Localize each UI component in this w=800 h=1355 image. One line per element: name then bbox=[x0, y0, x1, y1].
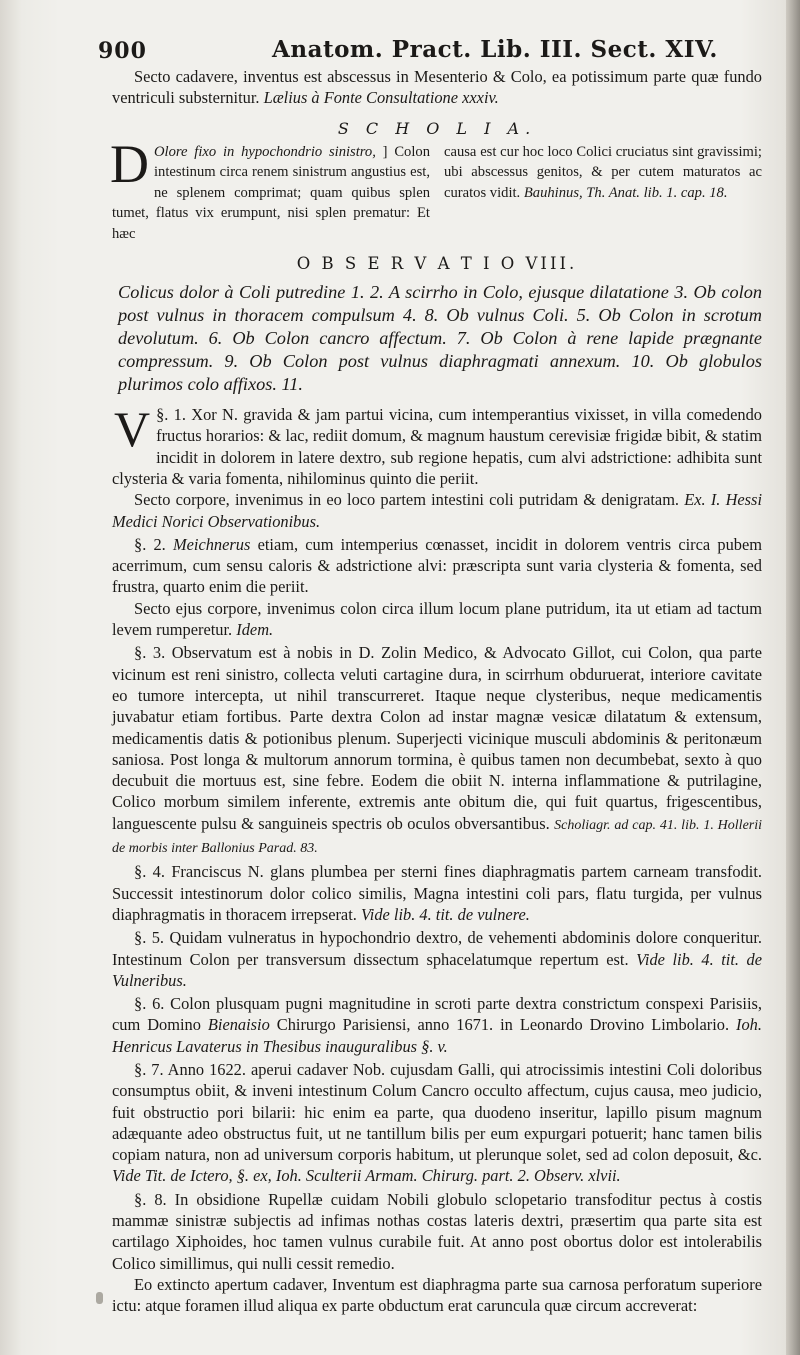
scholia-left-text: ] Colon intestinum circa renem sinistrum angustius est, ne splenem comprimat; quam quibus splen tumet, flatus vix erumpunt, nisi splen prematur: Et hæc bbox=[112, 143, 430, 242]
intro-paragraph bbox=[112, 66, 762, 109]
section-8b-text: Eo extincto apertum cadaver, Inventum est diaphragma parte sua carnosa perforatum superiore ictu: atque foramen illud aliqua ex parte obductum erat caruncula quæ circum accreverat: bbox=[112, 1274, 762, 1316]
section-4-text: §. 4. Franciscus N. glans plumbea per sterni fines diaphragmatis partem carneam transfodit. Successit intestinorum dolor colico similis, Magna intestini coli pars, flatu turgida, per vulnus diaphragmatis in thoracem irrepserat. bbox=[112, 862, 762, 924]
scholia-left-column bbox=[110, 133, 430, 245]
section-1-text: Xor N. gravida & jam partui vicina, cum intemperantius vixisset, in villa comedendo fructus horarios: & lac, rediit domum, & magnum haustum cerevisiæ frigidæ bibit, & statim incidit in dolorem in latere dextro, sub regione hepatis, cum alvi adstrictione: adhibita sunt clysteria & varia fomenta, nihilominus quinto die periit. bbox=[112, 405, 762, 488]
section-7-source: Vide Tit. de Ictero, §. ex, Ioh. Sculterii Armam. Chirurg. part. 2. Observ. xlvii. bbox=[112, 1166, 621, 1186]
intro-source: Lælius à Fonte Consultatione xxxiv. bbox=[263, 88, 499, 108]
section-3-text: §. 3. Observatum est à nobis in D. Zolin Medico, & Advocato Gillot, cui Colon, qua parte vicinum est reni sinistro, collecta veluti cartagine dura, in scirrhum obduruerat, interiore cavitate eo tumore intercepta, ut nihil transcurreret. Itaque neque clysteribus, neque medicamentis juvabatur etiam fortibus. Parte dextra Colon ad instar magnæ vesicæ dilatatum & extensum, medicamentis datis & potionibus plenum. Superjecti vicinique musculi abdominis & peritonæum saniosa. Post longa & multorum annorum tormina, è quibus tamen non decumbebat, sexto à quo decubuit die mortuus est, sine febre. Eodem die obiit N. interna inflammatione & putrilagine, Colico morbum similem inferente, extremis ante obitum die, qui fuit quartus, frigescentibus, languescente pulsu & sanguineis spectris ob oculos obversantibus. bbox=[112, 643, 762, 833]
intro-line2: fundo ventriculi substernitur. bbox=[112, 67, 762, 108]
scholia-drop-cap: D bbox=[110, 133, 149, 194]
section-1b-text: Secto corpore, invenimus in eo loco partem intestini coli putridam & denigratam. bbox=[134, 490, 680, 510]
section-6-name: Bienaisio bbox=[207, 1015, 270, 1035]
section-1-label: §. 1. bbox=[156, 405, 186, 425]
section-1b bbox=[112, 489, 762, 532]
section-5-source: Vide lib. 4. tit. de Vulneribus. bbox=[112, 949, 763, 990]
running-head: Anatom. Pract. Lib. III. Sect. XIV. bbox=[272, 36, 718, 63]
observation-title: O B S E R V A T I O VIII. bbox=[296, 254, 578, 274]
scholia-columns bbox=[110, 133, 762, 245]
section-2b-text: Secto ejus corpore, invenimus colon circa illum locum plane putridum, ita ut etiam ad tactum levem rumperetur. bbox=[112, 598, 762, 640]
section-6 bbox=[112, 993, 762, 1057]
section-2 bbox=[112, 534, 762, 598]
section-6-text: §. 6. Colon plusquam pugni magnitudine in scroti parte dextra constrictum conspexi Parisiis, cum Domino bbox=[112, 994, 762, 1035]
observation-summary: Colicus dolor à Coli putredine 1. 2. A scirrho in Colo, ejusque dilatatione 3. Ob colon post vulnus in thoracem compulsum 4. 8. Ob vulnus Coli. 5. Ob Colon in scrotum devolutum. 6. Ob Colon cancro affectum. 7. Ob Colon à rene lapide prægnante compressum. 9. Ob Colon post vulnus diaphragmati annexum. 10. Ob globulos plurimos colo affixos. 11. bbox=[118, 282, 762, 395]
ink-blot bbox=[96, 1292, 103, 1304]
scholia-source: Bauhinus, Th. Anat. lib. 1. cap. 18. bbox=[523, 184, 728, 201]
section-2-label: §. 2. bbox=[134, 534, 166, 554]
section-5-text: §. 5. Quidam vulneratus in hypochondrio dextro, de vehementi abdominis dolore conqueritur. Intestinum Colon per transversum dissectum sphacelatumque repertum est. bbox=[112, 928, 762, 969]
section-1b-source: Ex. I. Hessi Medici Norici Observationibus. bbox=[112, 490, 762, 531]
section-8b bbox=[112, 1274, 762, 1317]
section-2-name: Meichnerus bbox=[172, 534, 251, 554]
section-4 bbox=[112, 861, 762, 925]
section-2-text: etiam, cum intemperius cœnasset, incidit in dolorem ventris circa pubem acerrimum, cum sensu caloris & adstrictione alvi: præscripta sunt varia clysteria & fomenta, sed frustra, quarto enim die periit. bbox=[112, 534, 762, 597]
intro-line1: Secto cadavere, inventus est abscessus in Mesenterio & Colo, ea potissimum parte quæ bbox=[134, 67, 719, 86]
page-edge bbox=[786, 0, 800, 1355]
section-8-text: §. 8. In obsidione Rupellæ cuidam Nobili globulo sclopetario transfoditur pectus à costis mammæ sinistræ subjectis ad infimas nothas costas lateris dextri, præsertim qua parte sita est cartilago Xiphoides, hoc tamen vulnus curabile fuit. At anno post obortus dolor est intolerabilis Colico simillimus, qui nulli cessit remedio. bbox=[112, 1189, 762, 1273]
page-header bbox=[98, 28, 762, 66]
section-2b bbox=[112, 598, 762, 641]
section-7-text: §. 7. Anno 1622. aperui cadaver Nob. cujusdam Galli, qui atrocissimis intestini Coli doloribus consumptus obiit, & inveni intestinum Colum Cancro occulto affectum, cujus causa, meo judicio, fuit obstructio pori bilarii: hic enim ea parte, qua duodeno inseritur, lapillo pisum magnum adæquante adeo obstructus fuit, ut ne tantillum bilis per eum expurgari potuerit; hanc tamen bilis copiam natura, non ad universum corporis habitum, ut plerunque solet, sed ad colon deposuit, &c. bbox=[112, 1060, 762, 1165]
section-3-source: Scholiagr. ad cap. 41. lib. 1. Hollerii de morbis inter Ballonius Parad. 83. bbox=[112, 817, 763, 857]
scholia-right-text: causa est cur hoc loco Colici cruciatus sint gravissimi; ubi abscessus genitos, & per cutem maturatos ac curatos vidit. bbox=[444, 143, 762, 201]
section-3 bbox=[112, 642, 762, 859]
section-5 bbox=[112, 927, 762, 991]
scholia-title: S C H O L I A. bbox=[337, 118, 537, 138]
section-1 bbox=[112, 401, 762, 489]
section-2b-source: Idem. bbox=[236, 620, 274, 640]
scholia-lemma: Olore fixo in hypochondrio sinistro, bbox=[154, 143, 376, 160]
section-8 bbox=[112, 1189, 762, 1274]
section-7 bbox=[112, 1059, 762, 1187]
section-6-source: Ioh. Henricus Lavaterus in Thesibus inauguralibus §. v. bbox=[112, 1015, 762, 1056]
section-4-source: Vide lib. 4. tit. de vulnere. bbox=[360, 904, 530, 924]
section-6-text2: Chirurgo Parisiensi, anno 1671. in Leonardo Drovino Limbolario. bbox=[276, 1015, 730, 1035]
page-number: 900 bbox=[98, 38, 147, 64]
scholia-right-column bbox=[444, 142, 762, 245]
section-1-drop-cap: V bbox=[114, 401, 151, 458]
